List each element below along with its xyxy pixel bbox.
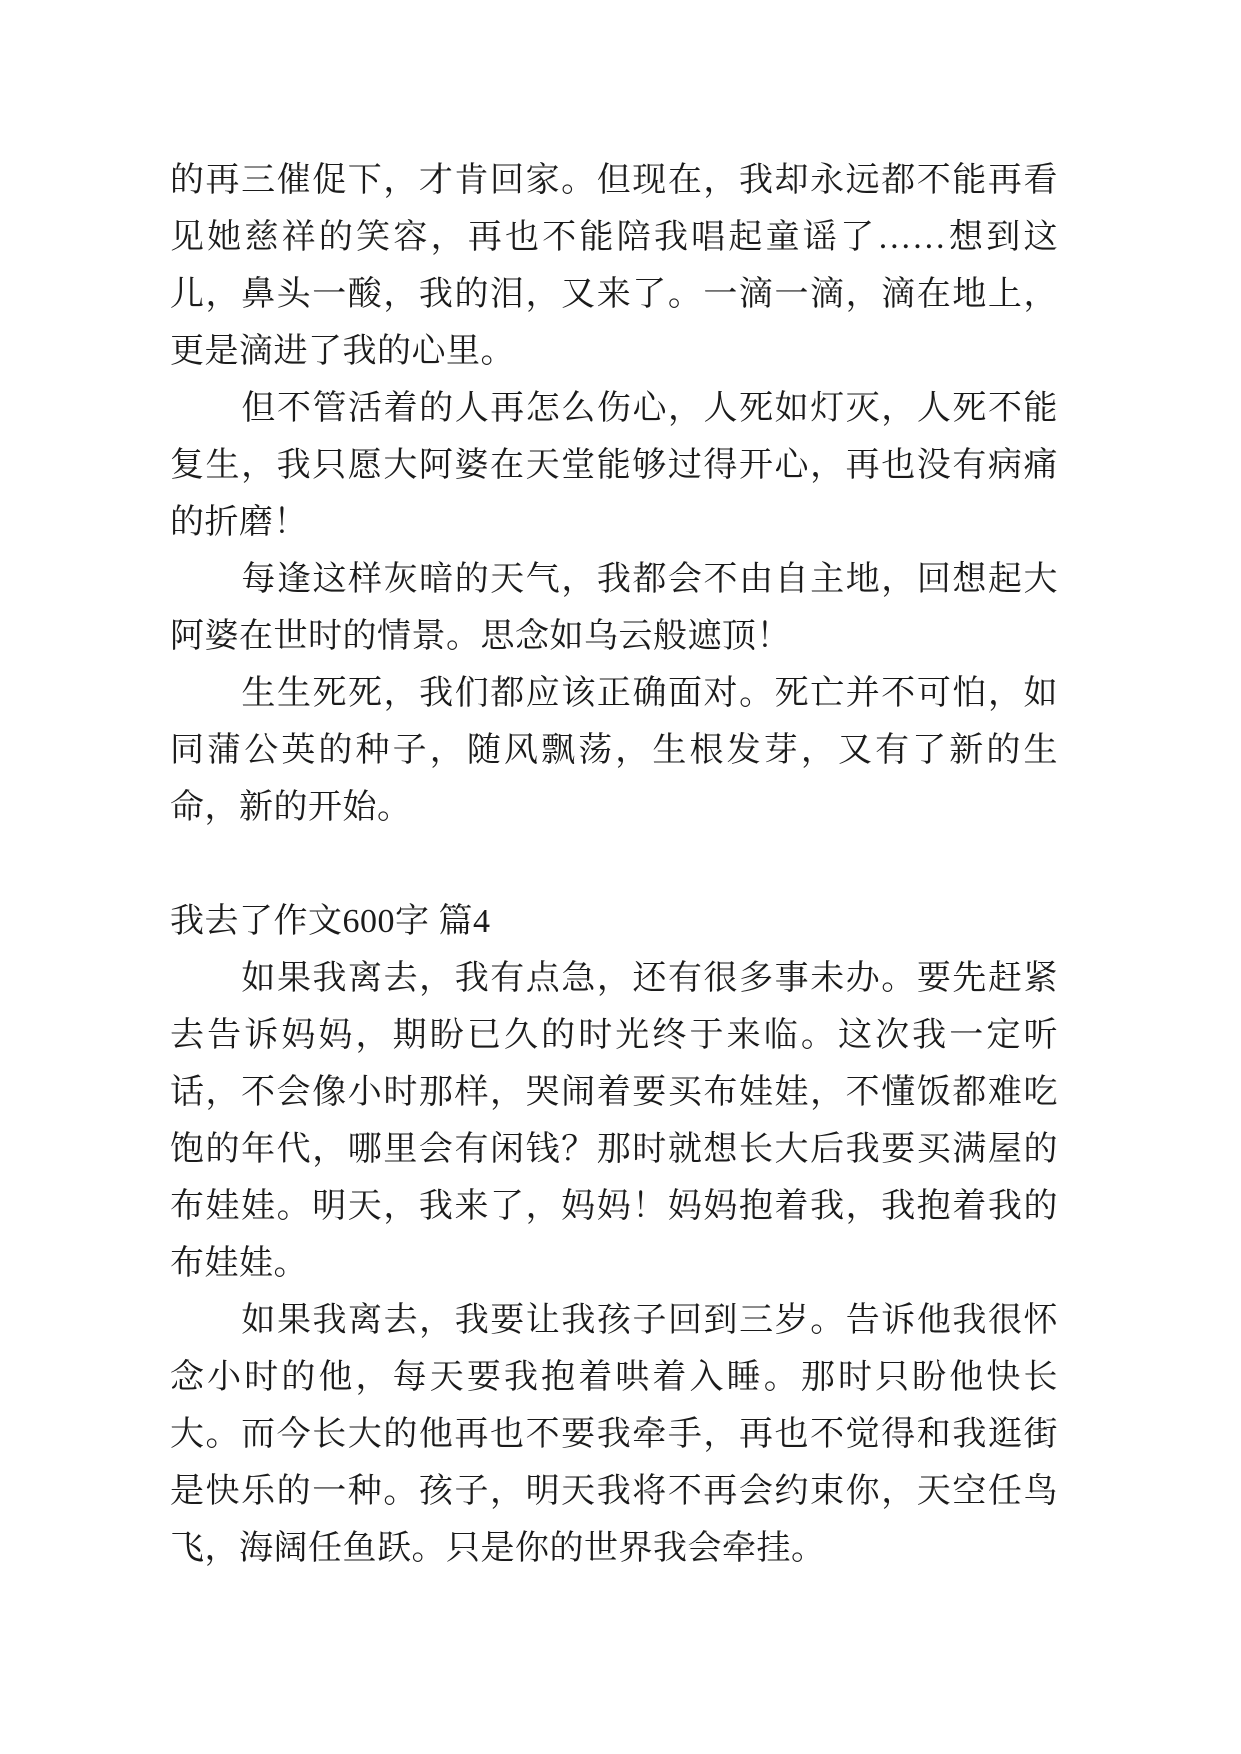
paragraph: 每逢这样灰暗的天气，我都会不由自主地，回想起大阿婆在世时的情景。思念如乌云般遮顶！ [170,561,1058,655]
paragraph: 如果我离去，我有点急，还有很多事未办。要先赶紧去告诉妈妈，期盼已久的时光终于来临。这次我一定听话，不会像小时那样，哭闹着要买布娃娃，不懂饭都难吃饱的年代，哪里会有闲钱？那时就想长大后我要买满屋的布娃娃。明天，我来了，妈妈！妈妈抱着我，我抱着我的布娃娃。 [170,960,1058,1282]
paragraph-continuation: 的再三催促下，才肯回家。但现在，我却永远都不能再看见她慈祥的笑容，再也不能陪我唱起童谣了……想到这儿，鼻头一酸，我的泪，又来了。一滴一滴，滴在地上，更是滴进了我的心里。 [170,162,1058,370]
essay-text-block [170,152,1058,1577]
paragraph: 生生死死，我们都应该正确面对。死亡并不可怕，如同蒲公英的种子，随风飘荡，生根发芽，又有了新的生命，新的开始。 [170,675,1058,826]
paragraph: 但不管活着的人再怎么伤心，人死如灯灭，人死不能复生，我只愿大阿婆在天堂能够过得开心，再也没有病痛的折磨！ [170,390,1058,541]
paragraph: 如果我离去，我要让我孩子回到三岁。告诉他我很怀念小时的他，每天要我抱着哄着入睡。那时只盼他快长大。而今长大的他再也不要我牵手，再也不觉得和我逛街是快乐的一种。孩子，明天我将不再会约束你，天空任鸟飞，海阔任鱼跃。只是你的世界我会牵挂。 [170,1302,1058,1567]
section-heading: 我去了作文600字 篇4 [170,903,491,940]
